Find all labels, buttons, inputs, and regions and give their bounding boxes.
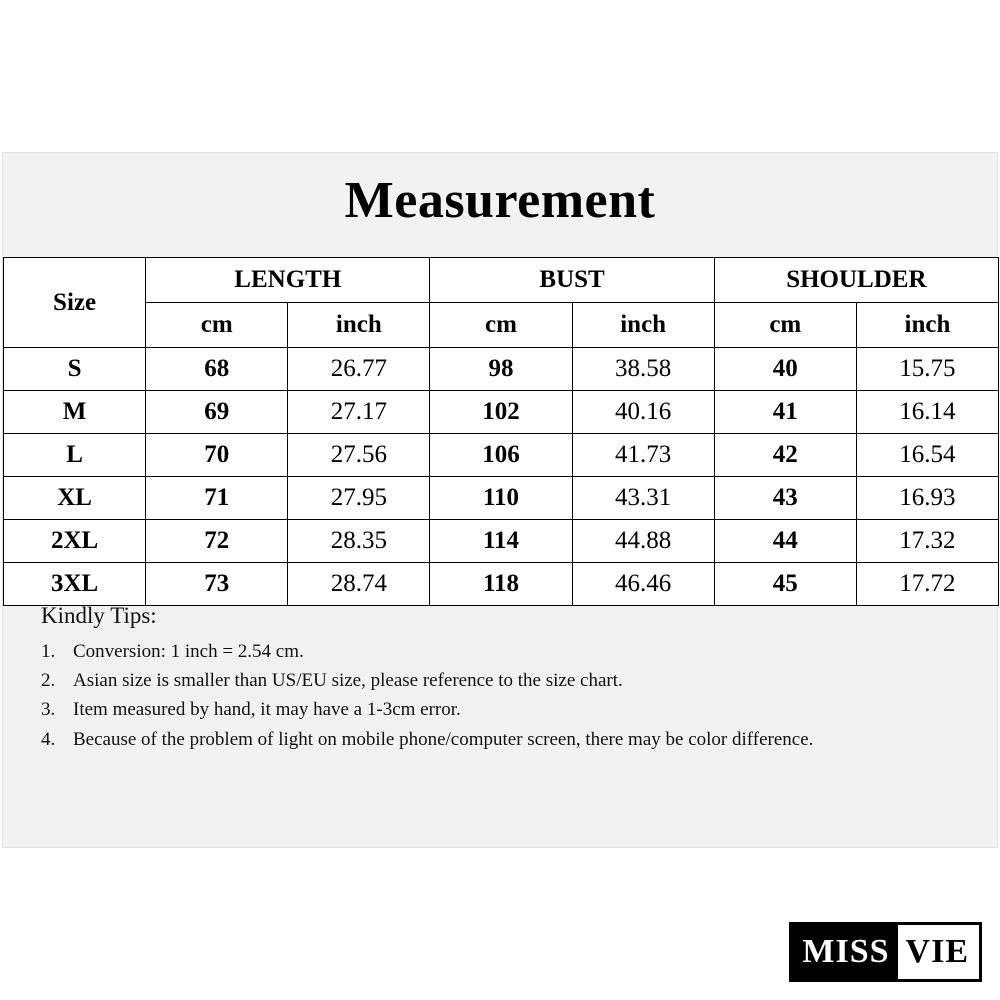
tip-text: Asian size is smaller than US/EU size, please reference to the size chart. <box>73 670 623 692</box>
cell-length-cm: 72 <box>146 520 288 563</box>
cell-shoulder-inch: 16.14 <box>856 391 998 434</box>
cell-shoulder-cm: 43 <box>714 477 856 520</box>
tip-text: Item measured by hand, it may have a 1-3cm error. <box>73 699 461 721</box>
sub-header-shoulder-cm: cm <box>714 303 856 348</box>
cell-bust-inch: 40.16 <box>572 391 714 434</box>
cell-size: M <box>4 391 146 434</box>
tip-text: Because of the problem of light on mobile phone/computer screen, there may be color difference. <box>73 728 814 750</box>
cell-length-cm: 70 <box>146 434 288 477</box>
column-header-length: LENGTH <box>146 258 430 303</box>
cell-bust-inch: 46.46 <box>572 563 714 606</box>
table-row <box>4 348 999 391</box>
cell-bust-cm: 114 <box>430 520 572 563</box>
cell-shoulder-inch: 17.32 <box>856 520 998 563</box>
cell-shoulder-cm: 40 <box>714 348 856 391</box>
cell-bust-cm: 98 <box>430 348 572 391</box>
cell-size: 3XL <box>4 563 146 606</box>
table-header-sub-row <box>4 303 999 348</box>
list-item <box>41 639 961 665</box>
table-row <box>4 391 999 434</box>
cell-length-inch: 28.35 <box>288 520 430 563</box>
tip-number: 2. <box>41 670 56 692</box>
table-row <box>4 434 999 477</box>
cell-size: 2XL <box>4 520 146 563</box>
cell-shoulder-inch: 16.93 <box>856 477 998 520</box>
cell-size: XL <box>4 477 146 520</box>
list-item <box>41 668 961 694</box>
size-chart-table <box>3 257 999 606</box>
cell-bust-inch: 44.88 <box>572 520 714 563</box>
cell-bust-cm: 110 <box>430 477 572 520</box>
table-row <box>4 520 999 563</box>
logo-text-primary: MISS <box>792 925 897 979</box>
cell-length-cm: 68 <box>146 348 288 391</box>
cell-shoulder-inch: 15.75 <box>856 348 998 391</box>
kindly-tips <box>41 603 961 756</box>
cell-length-inch: 27.95 <box>288 477 430 520</box>
cell-bust-cm: 106 <box>430 434 572 477</box>
tip-number: 4. <box>41 728 56 750</box>
cell-length-cm: 71 <box>146 477 288 520</box>
cell-length-inch: 27.56 <box>288 434 430 477</box>
cell-shoulder-cm: 44 <box>714 520 856 563</box>
cell-shoulder-inch: 17.72 <box>856 563 998 606</box>
tip-text: Conversion: 1 inch = 2.54 cm. <box>73 641 304 662</box>
cell-size: S <box>4 348 146 391</box>
tips-heading: Kindly Tips: <box>41 603 157 628</box>
tip-number: 1. <box>41 641 56 662</box>
column-header-shoulder: SHOULDER <box>714 258 998 303</box>
list-item <box>41 727 961 753</box>
list-item <box>41 697 961 723</box>
cell-bust-inch: 43.31 <box>572 477 714 520</box>
column-header-bust: BUST <box>430 258 714 303</box>
page-title: Measurement <box>344 172 656 229</box>
cell-length-inch: 26.77 <box>288 348 430 391</box>
measurement-card <box>2 152 998 848</box>
cell-size: L <box>4 434 146 477</box>
cell-bust-inch: 41.73 <box>572 434 714 477</box>
cell-bust-cm: 102 <box>430 391 572 434</box>
cell-shoulder-cm: 42 <box>714 434 856 477</box>
sub-header-shoulder-inch: inch <box>856 303 998 348</box>
brand-logo <box>789 922 982 982</box>
cell-shoulder-cm: 41 <box>714 391 856 434</box>
cell-length-cm: 73 <box>146 563 288 606</box>
tips-list <box>41 639 961 753</box>
cell-length-inch: 27.17 <box>288 391 430 434</box>
cell-length-inch: 28.74 <box>288 563 430 606</box>
cell-bust-inch: 38.58 <box>572 348 714 391</box>
tip-number: 3. <box>41 699 56 721</box>
cell-shoulder-cm: 45 <box>714 563 856 606</box>
sub-header-length-inch: inch <box>288 303 430 348</box>
table-header-group-row <box>4 258 999 303</box>
cell-bust-cm: 118 <box>430 563 572 606</box>
sub-header-length-cm: cm <box>146 303 288 348</box>
sub-header-bust-cm: cm <box>430 303 572 348</box>
cell-length-cm: 69 <box>146 391 288 434</box>
table-row <box>4 477 999 520</box>
logo-text-secondary: VIE <box>898 925 979 979</box>
sub-header-bust-inch: inch <box>572 303 714 348</box>
table-row <box>4 563 999 606</box>
column-header-size: Size <box>4 258 146 348</box>
cell-shoulder-inch: 16.54 <box>856 434 998 477</box>
